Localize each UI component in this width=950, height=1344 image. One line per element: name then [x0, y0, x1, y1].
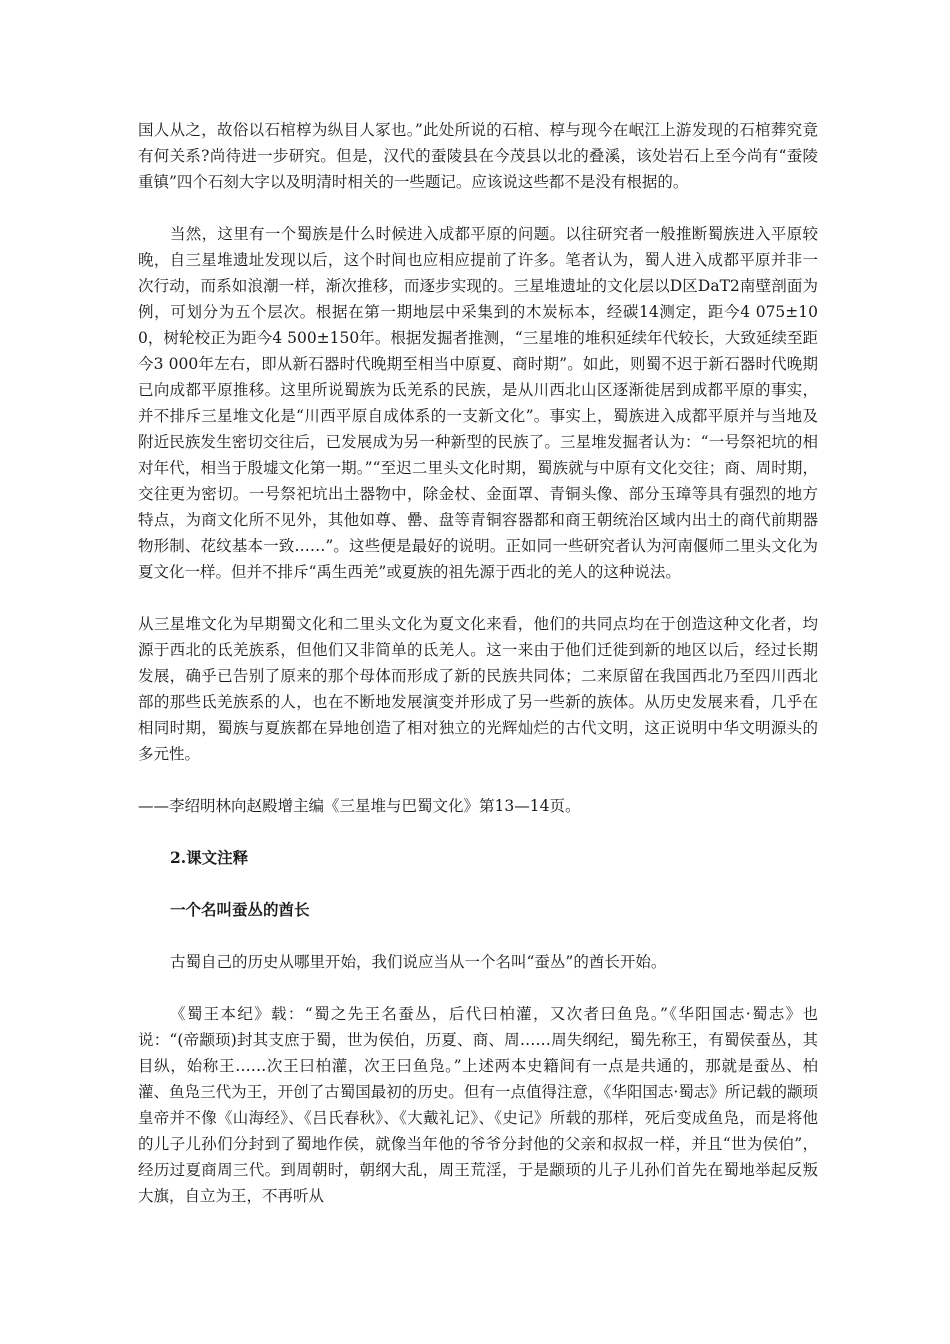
paragraph-spacer: [138, 819, 818, 845]
paragraph-spacer: [138, 767, 818, 793]
paragraph-spacer: [138, 195, 818, 221]
paragraph-spacer: [138, 585, 818, 611]
paragraph-spacer: [138, 975, 818, 1001]
paragraph-shiguo-burial: 国人从之，故俗以石棺椁为纵目人冢也。”此处所说的石棺、椁与现今在岷江上游发现的石棺葬究竟有何关系?尚待进一步研究。但是，汉代的蚕陵县在今茂县以北的叠溪，该处岩石上至今尚有“蚕陵重镇”四个石刻大字以及明清时相关的一些题记。应该说这些都不是没有根据的。: [138, 121, 818, 191]
document-page: [138, 117, 818, 1209]
paragraph-shu-migration: 当然，这里有一个蜀族是什么时候进入成都平原的问题。以往研究者一般推断蜀族进入平原较晚，自三星堆遗址发现以后，这个时间也应相应提前了许多。笔者认为，蜀人进入成都平原并非一次行动，而系如浪潮一样，渐次推移，而逐步实现的。三星堆遗址的文化层以D区DaT2南壁剖面为例，可划分为五个层次。根据在第一期地层中采集到的木炭标本，经碳14测定，距今4 075±100，树轮校正为距今4 500±150年。根据发掘者推测，“三星堆的堆积延续年代较长，大致延续至距今3 000年左右，即从新石器时代晚期至相当中原夏、商时期”。如此，则蜀不迟于新石器时代晚期已向成都平原推移。这里所说蜀族为氐羌系的民族，是从川西北山区逐渐徙居到成都平原的事实，并不排斥三星堆文化是“川西平原自成体系的一支新文化”。事实上，蜀族进入成都平原并与当地及附近民族发生密切交往后，已发展成为另一种新型的民族了。三星堆发掘者认为：“一号祭祀坑的相对年代，相当于殷墟文化第一期。”“至迟二里头文化时期，蜀族就与中原有文化交往；商、周时期，交往更为密切。一号祭祀坑出土器物中，除金杖、金面罩、青铜头像、部分玉璋等具有强烈的地方特点，为商文化所不见外，其他如尊、罍、盘等青铜容器都和商王朝统治区域内出土的商代前期器物形制、花纹基本一致……”。这些便是最好的说明。正如同一些研究者认为河南偃师二里头文化为夏文化一样。但并不排斥“禹生西羌”或夏族的祖先源于西北的羌人的这种说法。: [138, 225, 818, 581]
paragraph-spacer: [138, 923, 818, 949]
section-heading: 2.课文注释: [170, 848, 249, 867]
paragraph-cultural-origins: 从三星堆文化为早期蜀文化和二里头文化为夏文化来看，他们的共同点均在于创造这种文化者，均源于西北的氐羌族系，但他们又非简单的氐羌人。这一来由于他们迁徙到新的地区以后，经过长期发展，确乎已告别了原来的那个母体而形成了新的民族共同体；二来原留在我国西北乃至四川西北部的那些氐羌族系的人，也在不断地发展演变并形成了另一些新的族体。从历史发展来看，几乎在相同时期，蜀族与夏族都在异地创造了相对独立的光辉灿烂的古代文明，这正说明中华文明源头的多元性。: [138, 615, 818, 763]
paragraph-spacer: [138, 871, 818, 897]
sub-heading: 一个名叫蚕丛的酋长: [170, 900, 310, 919]
paragraph-shu-records: 《蜀王本纪》载：“蜀之先王名蚕丛，后代曰柏灌，又次者曰鱼凫。”《华阳国志·蜀志》也说：“(帝颛顼)封其支庶于蜀，世为侯伯，历夏、商、周……周失纲纪，蜀先称王，有蜀侯蚕丛，其目纵，始称王……次王曰柏灌，次王曰鱼凫。”上述两本史籍间有一点是共通的，那就是蚕丛、柏灌、鱼凫三代为王，开创了古蜀国最初的历史。但有一点值得注意，《华阳国志·蜀志》所记载的颛顼皇帝并不像《山海经》、《吕氏春秋》、《大戴礼记》、《史记》所载的那样，死后变成鱼凫，而是将他的儿子儿孙们分封到了蜀地作侯，就像当年他的爷爷分封他的父亲和叔叔一样，并且“世为侯伯”，经历过夏商周三代。到周朝时，朝纲大乱，周王荒淫，于是颛顼的儿子儿孙们首先在蜀地举起反叛大旗，自立为王，不再听从: [138, 1005, 818, 1205]
source-citation: ——李绍明林向赵殿增主编《三星堆与巴蜀文化》第13—14页。: [138, 797, 581, 815]
paragraph-cancong-intro: 古蜀自己的历史从哪里开始，我们说应当从一个名叫“蚕丛”的酋长开始。: [170, 953, 667, 971]
